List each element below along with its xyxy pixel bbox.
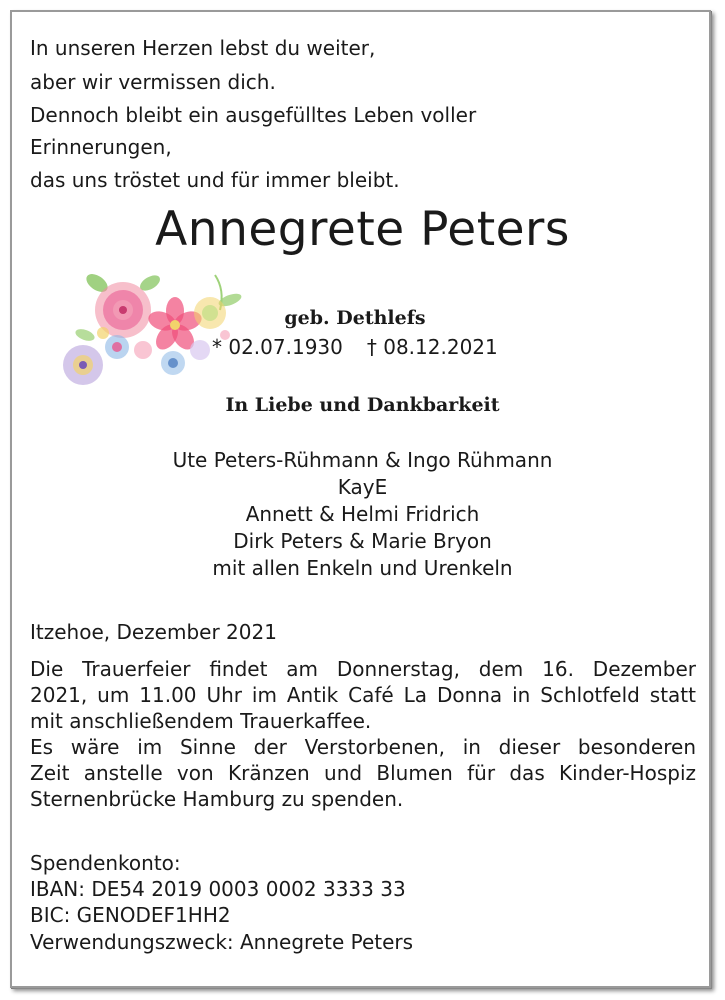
deceased-name: Annegrete Peters	[155, 202, 570, 257]
mourner-line: Ute Peters-Rühmann & Ingo Rühmann	[172, 448, 553, 472]
announcement-line: Zeit anstelle von Kränzen und Blumen für das Kinder-Hospiz	[30, 761, 696, 785]
birth-name: geb. Dethlefs	[284, 307, 426, 329]
donation-bic: BIC: GENODEF1HH2	[30, 903, 231, 927]
announcement-text	[30, 656, 696, 812]
donation-purpose: Verwendungszweck: Annegrete Peters	[30, 930, 414, 954]
death-date: † 08.12.2021	[366, 335, 498, 359]
life-dates	[212, 335, 498, 359]
birth-date: * 02.07.1930	[212, 335, 343, 359]
mourner-line: mit allen Enkeln und Urenkeln	[212, 556, 513, 580]
poem-line: das uns tröstet und für immer bleibt.	[30, 168, 400, 192]
announcement-line: Es wäre im Sinne der Verstorbenen, in dieser besonderen	[30, 735, 696, 759]
mourner-line: Annett & Helmi Fridrich	[245, 502, 480, 526]
donation-iban: IBAN: DE54 2019 0003 0002 3333 33	[30, 877, 406, 901]
announcement-line: 2021, um 11.00 Uhr im Antik Café La Donna in Schlotfeld statt	[30, 683, 696, 707]
announcement-line: mit anschließendem Trauerkaffee.	[30, 709, 372, 733]
poem-line: Erinnerungen,	[30, 135, 172, 159]
mourner-line: KayE	[337, 475, 388, 499]
poem-line: In unseren Herzen lebst du weiter,	[30, 36, 376, 60]
poem-line: aber wir vermissen dich.	[30, 70, 276, 94]
thanks-line: In Liebe und Dankbarkeit	[225, 394, 500, 416]
announcement-line: Die Trauerfeier findet am Donnerstag, dem 16. Dezember	[30, 657, 696, 681]
announcement-line: Sternenbrücke Hamburg zu spenden.	[30, 787, 404, 811]
mourner-line: Dirk Peters & Marie Bryon	[233, 529, 492, 553]
donation-heading: Spendenkonto:	[30, 851, 181, 875]
place-date: Itzehoe, Dezember 2021	[30, 620, 277, 644]
flower-bouquet-illustration	[55, 265, 255, 395]
poem-line: Dennoch bleibt ein ausgefülltes Leben voller	[30, 103, 477, 127]
